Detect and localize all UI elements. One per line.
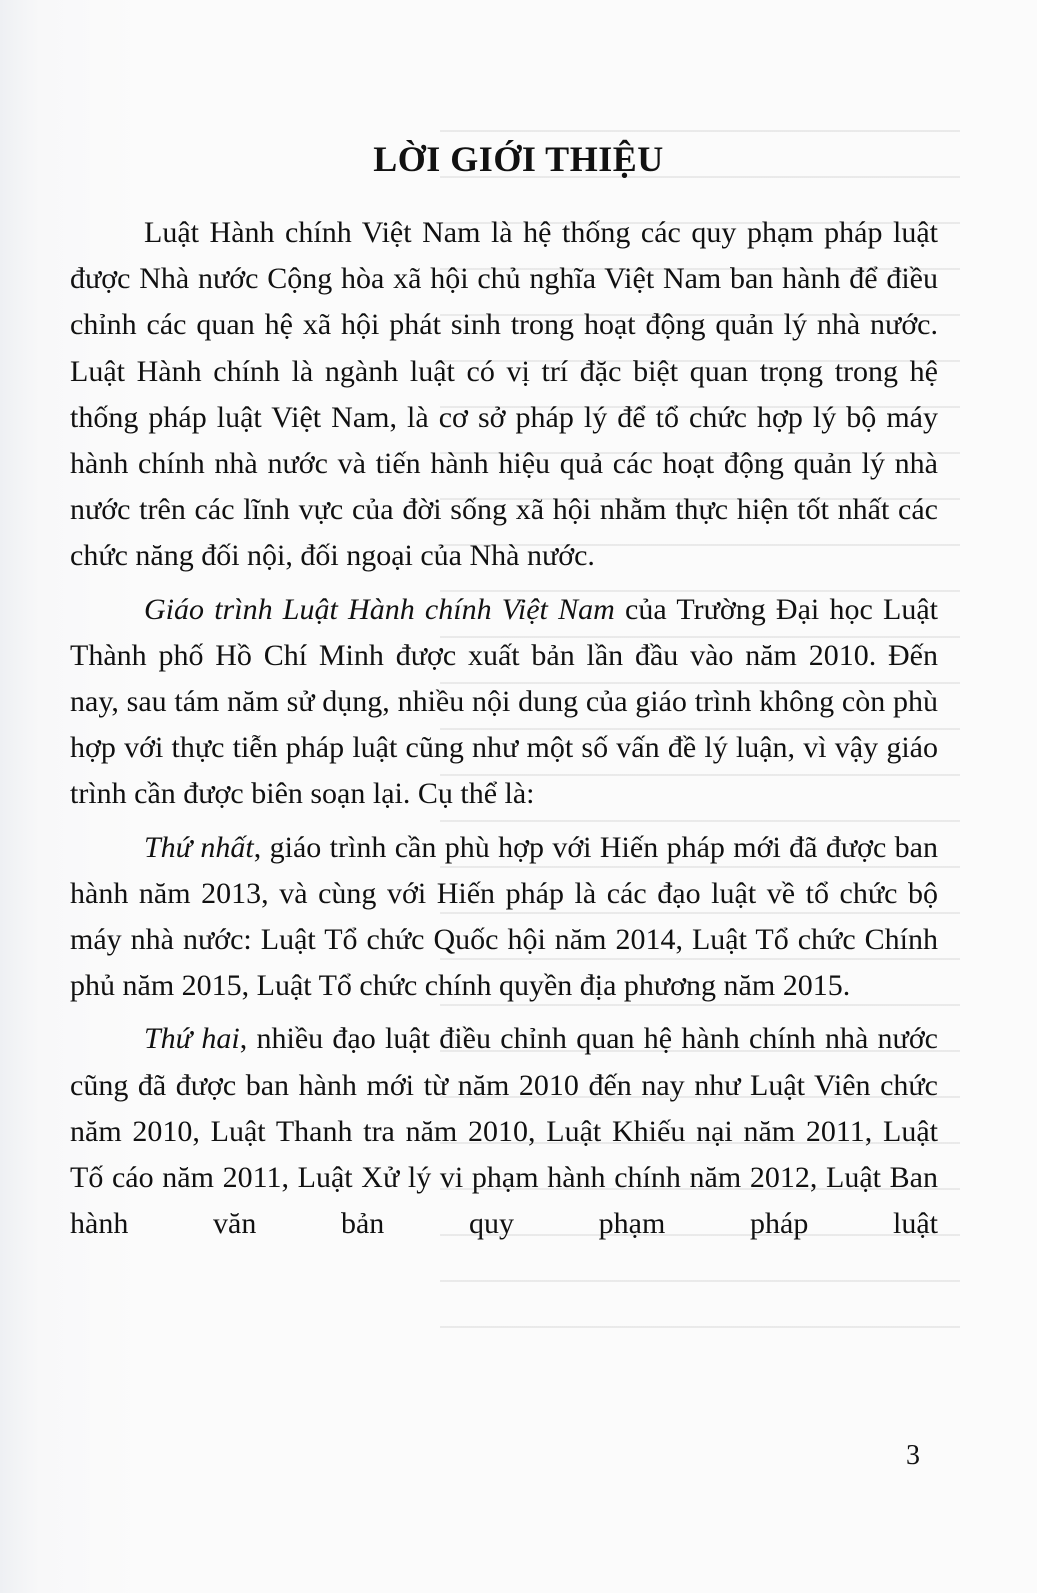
paragraph-text: Luật Hành chính Việt Nam là hệ thống các quy phạm pháp luật được Nhà nước Cộng hòa xã hội chủ nghĩa Việt Nam ban hành để điều chỉnh các quan hệ xã hội phát sinh trong hoạt động quản lý nhà nước. Luật Hành chính là ngành luật có vị trí đặc biệt quan trọng trong hệ thống pháp luật Việt Nam, là cơ sở pháp lý để tổ chức hợp lý bộ máy hành chính nhà nước và tiến hành hiệu quả các hoạt động quản lý nhà nước trên các lĩnh vực của đời sống xã hội nhằm thực hiện tốt nhất các chức năng đối nội, đối ngoại của Nhà nước. [70, 216, 938, 573]
paragraph-text: , giáo trình cần phù hợp với Hiến pháp mới đã được ban hành năm 2013, và cùng với Hiến pháp là các đạo luật về tổ chức bộ máy nhà nước: Luật Tổ chức Quốc hội năm 2014, Luật Tổ chức Chính phủ năm 2015, Luật Tổ chức chính quyền địa phương năm 2015. [70, 830, 938, 1003]
paragraph-4 [70, 1016, 938, 1247]
paragraph-text: , nhiều đạo luật điều chỉnh quan hệ hành chính nhà nước cũng đã được ban hành mới từ năm 2010 đến nay như Luật Viên chức năm 2010, Luật Thanh tra năm 2010, Luật Khiếu nại năm 2011, Luật Tố cáo năm 2011, Luật Xử lý vi phạm hành chính năm 2012, Luật Ban hành văn bản quy phạm pháp luật [70, 1022, 938, 1241]
paragraph-lead: Giáo trình Luật Hành chính Việt Nam [144, 592, 615, 626]
paragraph-text: của Trường Đại học Luật Thành phố Hồ Chí Minh được xuất bản lần đầu vào năm 2010. Đến nay, sau tám năm sử dụng, nhiều nội dung của giáo trình không còn phù hợp với thực tiễn pháp luật cũng như một số vấn đề lý luận, vì vậy giáo trình cần được biên soạn lại. Cụ thể là: [70, 592, 938, 811]
paragraph-1 [70, 210, 938, 580]
paragraph-2 [70, 587, 938, 818]
paragraph-lead: Thứ nhất [144, 830, 254, 864]
page-body [70, 210, 938, 1254]
page-number: 3 [906, 1440, 920, 1471]
paragraph-lead: Thứ hai [144, 1022, 240, 1056]
page-title: LỜI GIỚI THIỆU [373, 139, 664, 179]
paragraph-3 [70, 825, 938, 1010]
